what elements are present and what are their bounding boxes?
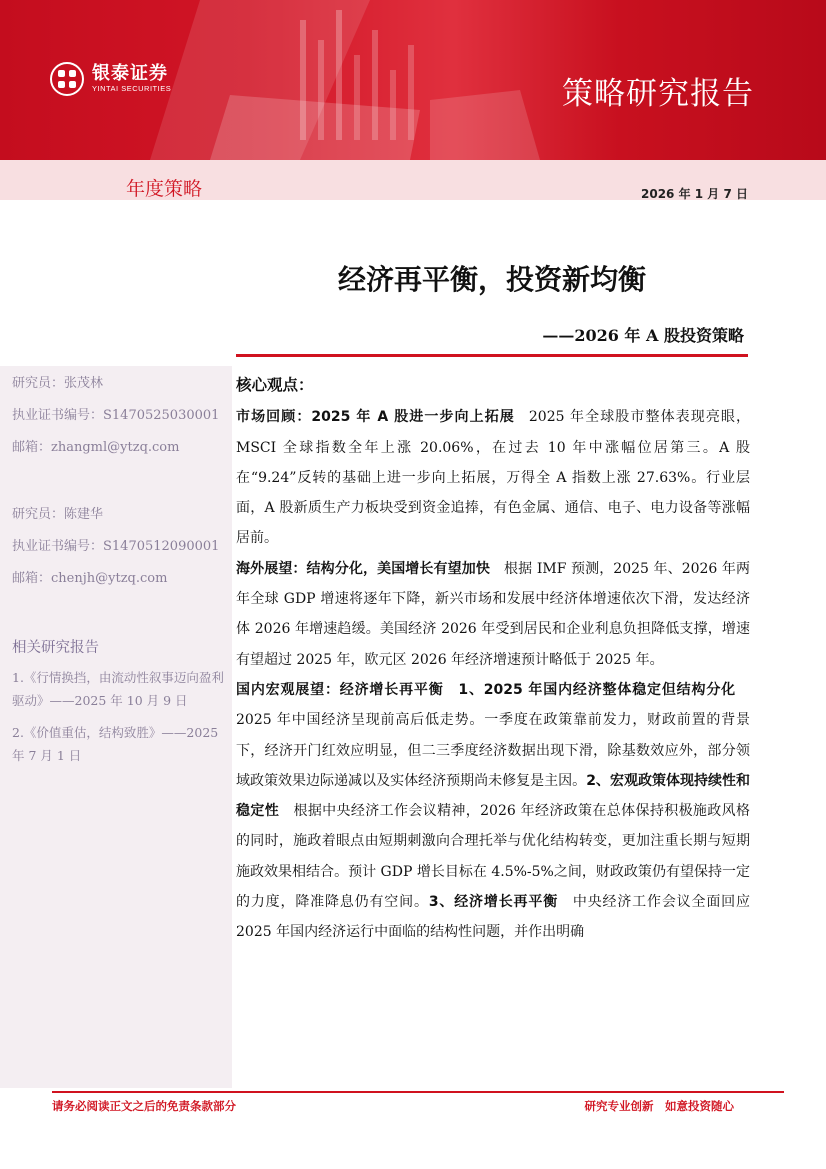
section-body: 2025 年中国经济呈现前高后低走势。一季度在政策靠前发力，财政前置的背景下，经济开门红效应明显，但二三季度经济数据出现下滑，除基数效应外，部分领域政策效果边际递减以及实体经济预期尚未修复是主因。 (236, 712, 750, 789)
analyst-card (12, 368, 219, 464)
section-lead: 海外展望：结构分化，美国增长有望加快 (236, 560, 490, 577)
analyst-email: 邮箱：zhangml@ytzq.com (12, 440, 180, 455)
section-market-review (236, 402, 750, 553)
analyst-name: 研究员：张茂林 (12, 376, 104, 391)
footer-slogan: 研究专业创新 如意投资随心 (584, 1099, 734, 1113)
footer-divider (52, 1091, 784, 1093)
page-header (0, 0, 826, 200)
section-body: 根据 IMF 预测，2025 年、2026 年两年全球 GDP 增速将逐年下降，新兴市场和发展中经济体增速依次下滑，发达经济体 2026 年增速趋缓。美国经济 2026 年受到居民和企业利息负担降低支撑，增速有望超过 2025 年，欧元区 2026 年经济增速预计略低于 2025 年。 (236, 560, 750, 668)
related-report-item[interactable]: 2.《价值重估，结构致胜》——2025 年 7 月 1 日 (12, 725, 219, 763)
analyst-license: 执业证书编号：S1470512090001 (12, 539, 220, 554)
related-report-item[interactable]: 1.《行情换挡，由流动性叙事迈向盈利驱动》——2025 年 10 月 9 日 (12, 670, 224, 708)
analyst-license: 执业证书编号：S1470525030001 (12, 408, 220, 423)
section-sublead: 2、宏观政策体现持续性和稳定性 (236, 772, 751, 820)
sidebar (0, 366, 232, 1088)
logo-name-cn: 银泰证券 (92, 63, 168, 84)
report-date: 2026 年 1 月 7 日 (641, 187, 748, 200)
section-lead: 市场回顾：2025 年 A 股进一步向上拓展 (236, 409, 515, 426)
analyst-card (12, 499, 219, 595)
related-reports-heading: 相关研究报告 (12, 640, 99, 656)
section-body: 根据中央经济工作会议精神，2026 年经济政策在总体保持积极施政风格的同时，施政着眼点由短期刺激向合理托举与优化结构转变，更加注重长期与短期施政效果相结合。预计 GDP 增长目标在 4.5%-5%之间，财政政策仍有望保持一定的力度，降准降息仍有空间。 (236, 803, 751, 911)
section-sublead: 3、经济增长再平衡 (428, 894, 559, 911)
report-subtitle: ——2026 年 A 股投资策略 (542, 326, 744, 345)
logo-name-en: YINTAI SECURITIES (92, 84, 172, 93)
title-divider (236, 354, 748, 357)
analyst-email: 邮箱：chenjh@ytzq.com (12, 571, 168, 586)
core-views-heading: 核心观点： (236, 376, 314, 394)
footer-disclaimer: 请务必阅读正文之后的免责条款部分 (52, 1099, 236, 1113)
company-logo (50, 62, 171, 96)
report-title: 经济再平衡，投资新均衡 (337, 263, 646, 296)
section-overseas-outlook (236, 554, 750, 675)
section-lead: 国内宏观展望：经济增长再平衡 1、2025 年国内经济整体稳定但结构分化 (236, 681, 736, 698)
section-body: 中央经济工作会议全面回应 2025 年国内经济运行中面临的结构性问题，并作出明确 (236, 894, 751, 941)
company-logo-icon (50, 62, 84, 96)
analyst-name: 研究员：陈建华 (12, 507, 104, 522)
core-views (236, 370, 750, 948)
section-domestic-outlook (236, 675, 750, 948)
related-reports-list (12, 666, 224, 776)
report-type: 策略研究报告 (562, 76, 754, 112)
section-body: 2025 年全球股市整体表现亮眼，MSCI 全球指数全年上涨 20.06%，在过去 10 年中涨幅位居第三。A 股在“9.24”反转的基础上进一步向上拓展，万得全 A 指数上涨 27.63%。行业层面，A 股新质生产力板块受到资金追捧，有色金属、通信、电子、电力设备等涨幅居前。 (236, 409, 750, 547)
report-category: 年度策略 (126, 178, 203, 200)
